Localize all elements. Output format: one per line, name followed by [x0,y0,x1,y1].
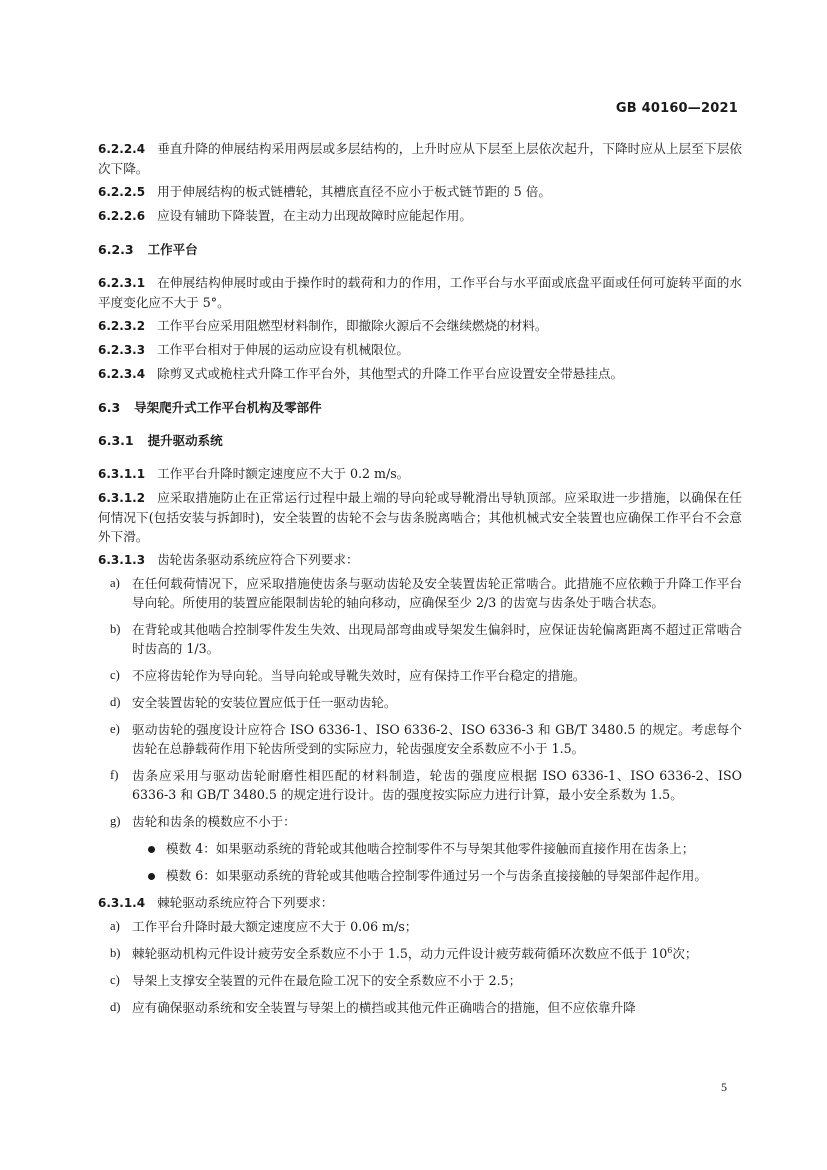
clause-6-3-1-1 [98,464,742,484]
list-text: 导架上支撑安全装置的元件在最危险工况下的安全系数应不小于 2.5； [132,973,522,988]
clause-number: 6.2.3.3 [98,343,146,357]
list-item-d [98,998,742,1017]
section-number: 6.3 [98,400,121,415]
clause-text: 除剪叉式或桅柱式升降工作平台外，其他型式的升降工作平台应设置安全带悬挂点。 [157,366,624,381]
section-number: 6.3.1 [98,433,134,448]
clause-number: 6.2.2.5 [98,185,146,199]
clause-number: 6.3.1.3 [98,553,146,567]
clause-number: 6.3.1.2 [98,491,146,505]
bullet-item-module-4 [146,839,742,858]
clause-6-2-2-6 [98,206,742,226]
list-item-a [98,917,742,936]
bullet-text: 模数 4：如果驱动系统的背轮或其他啮合控制零件不与导架其他零件接触而直接作用在齿条上； [166,841,695,856]
page-number: 5 [721,1080,727,1094]
section-number: 6.2.3 [98,242,134,257]
bullet-dot-icon [146,866,160,885]
clause-6-3-1-3 [98,550,742,570]
clause-6-2-2-4 [98,139,742,178]
section-heading-6-3 [98,398,742,417]
list-text: 驱动齿轮的强度设计应符合 ISO 6336-1、ISO 6336-2、ISO 6336-3 和 GB/T 3480.5 的规定。考虑每个齿轮在总静载荷作用下轮齿所受到的实际应力，轮齿强度安全系数应不小于 1.5。 [132,722,742,756]
clause-text: 工作平台升降时额定速度应不大于 0.2 m/s。 [157,466,410,481]
section-title: 导架爬升式工作平台机构及零部件 [134,400,322,415]
list-label: a) [110,576,120,590]
clause-text: 应设有辅助下降装置，在主动力出现故障时应能起作用。 [157,208,472,223]
clause-6-2-3-2 [98,316,742,336]
list-label: b) [110,622,121,636]
clause-text: 垂直升降的伸展结构采用两层或多层结构的，上升时应从下层至上层依次起升，下降时应从上层至下层依次下降。 [98,141,742,176]
list-item-g [98,812,742,831]
clause-text: 应采取措施防止在正常运行过程中最上端的导向轮或导靴滑出导轨顶部。应采取进一步措施，以确保在任何情况下(包括安装与拆卸时)，安全装置的齿轮不会与齿条脱离啮合；其他机械式安全装置也应确保工作平台不会意外下滑。 [98,490,742,544]
standard-header: GB 40160—2021 [615,101,738,116]
list-item-f [98,766,742,804]
clause-number: 6.2.3.2 [98,319,146,333]
clause-6-2-3-4 [98,364,742,384]
clause-6-2-3-1 [98,273,742,312]
clause-6-3-1-4 [98,893,742,913]
clause-text: 用于伸展结构的板式链槽轮，其槽底直径不应小于板式链节距的 5 倍。 [157,184,551,199]
list-text: 齿轮和齿条的模数应不小于： [132,814,296,829]
list-item-c [98,666,742,685]
list-item-e [98,720,742,758]
list-label: f) [110,768,119,782]
clause-text: 工作平台相对于伸展的运动应设有机械限位。 [157,342,409,357]
clause-number: 6.3.1.4 [98,896,146,910]
section-heading-6-3-1 [98,431,742,450]
list-text: 在任何载荷情况下，应采取措施使齿条与驱动齿轮及安全装置齿轮正常啮合。此措施不应依赖于升降工作平台导向轮。所使用的装置应能限制齿轮的轴向移动，应确保至少 2/3 的齿宽与齿条处于啮合状态。 [132,576,742,610]
bullet-text: 模数 6：如果驱动系统的背轮或其他啮合控制零件通过另一个与齿条直接接触的导架部件起作用。 [166,868,707,883]
list-label: c) [110,668,120,682]
list-item-a [98,574,742,612]
list-text: 在背轮或其他啮合控制零件发生失效、出现局部弯曲或导架发生偏斜时，应保证齿轮偏离距离不超过正常啮合时齿高的 1/3。 [132,622,742,656]
list-label: a) [110,919,120,933]
list-text: 不应将齿轮作为导向轮。当导向轮或导靴失效时，应有保持工作平台稳定的措施。 [132,668,586,683]
list-item-b [98,620,742,658]
list-label: b) [110,946,121,960]
clause-number: 6.2.2.4 [98,142,146,156]
list-label: d) [110,695,121,709]
list-label: g) [110,814,121,828]
list-text [132,944,742,963]
list-text: 工作平台升降时最大额定速度应不大于 0.06 m/s； [132,919,418,934]
bullet-item-module-6 [146,866,742,885]
clause-6-2-2-5 [98,182,742,202]
list-text: 应有确保驱动系统和安全装置与导架上的横挡或其他元件正确啮合的措施，但不应依靠升降 [132,1000,636,1015]
clause-number: 6.2.3.4 [98,367,146,381]
list-text-tail: 次； [672,946,698,961]
document-body [98,139,742,1025]
clause-text: 工作平台应采用阻燃型材料制作，即撤除火源后不会继续燃烧的材料。 [157,318,548,333]
list-item-c [98,971,742,990]
clause-6-2-3-3 [98,340,742,360]
clause-text: 齿轮齿条驱动系统应符合下列要求： [157,552,359,567]
bullet-dot-icon [146,839,160,858]
list-label: e) [110,722,120,736]
list-label: c) [110,973,120,987]
section-title: 提升驱动系统 [147,433,223,448]
section-title: 工作平台 [147,242,198,257]
list-label: d) [110,1000,121,1014]
list-text: 齿条应采用与驱动齿轮耐磨性相匹配的材料制造，轮齿的强度应根据 ISO 6336-1、ISO 6336-2、ISO 6336-3 和 GB/T 3480.5 的规定进行设计。齿的强度按实际应力进行计算，最小安全系数为 1.5。 [132,768,742,802]
clause-text: 在伸展结构伸展时或由于操作时的载荷和力的作用，工作平台与水平面或底盘平面或任何可旋转平面的水平度变化应不大于 5°。 [98,275,742,310]
clause-number: 6.2.3.1 [98,276,146,290]
list-text-main: 棘轮驱动机构元件设计疲劳安全系数应不小于 1.5，动力元件设计疲劳载荷循环次数应不低于 10 [132,946,668,961]
list-item-d [98,693,742,712]
list-item-b [98,944,742,963]
clause-number: 6.3.1.1 [98,467,146,481]
exponent: 6 [667,945,673,955]
clause-6-3-1-2 [98,488,742,546]
section-heading-6-2-3 [98,240,742,259]
list-text: 安全装置齿轮的安装位置应低于任一驱动齿轮。 [132,695,397,710]
clause-number: 6.2.2.6 [98,209,146,223]
clause-text: 棘轮驱动系统应符合下列要求： [157,895,334,910]
